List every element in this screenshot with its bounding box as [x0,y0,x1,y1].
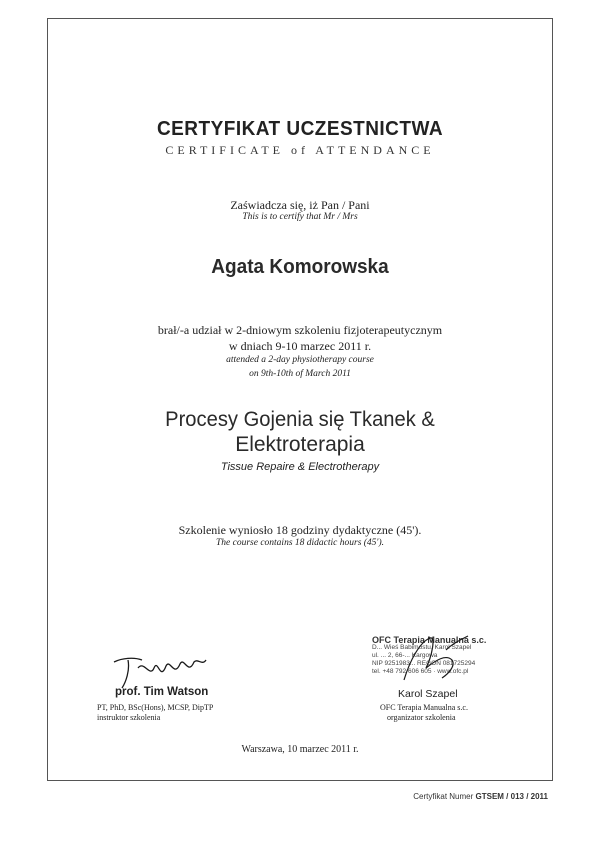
participation-pl-line2: w dniach 9-10 marzec 2011 r. [228,339,372,353]
instructor-name: prof. Tim Watson [115,686,209,698]
certify-text-pl: Zaświadcza się, iż Pan / Pani [230,198,370,212]
stamp-line: tel. +48 792 606 605 · www.ofc.pl [372,668,469,675]
stamp-line: NIP 9251983... REGON 081725294 [372,660,476,667]
certificate-subtitle: CERTIFICATE of ATTENDANCE [165,143,435,157]
stamp-line: D... Wieś Babimostu, Karol Szapel [372,644,472,651]
certificate-number-label: Certyfikat Numer [413,792,474,801]
stamp-title: OFC Terapia Manualna s.c. [372,635,487,645]
course-title-line1: Procesy Gojenia się Tkanek & [165,408,435,431]
organizer-company: OFC Terapia Manualna s.c. [380,703,468,712]
organizer-role: organizator szkolenia [387,713,456,722]
instructor-role: instruktor szkolenia [97,713,161,722]
place-and-date: Warszawa, 10 marzec 2011 r. [241,744,359,755]
course-title-line2: Elektroterapia [235,433,365,456]
hours-text-en: The course contains 18 didactic hours (45'). [216,538,384,548]
course-title-en: Tissue Repaire & Electrotherapy [220,461,380,473]
organizer-name: Karol Szapel [398,688,458,700]
certificate-number [413,792,548,801]
certificate-number-value: GTSEM / 013 / 2011 [475,792,548,801]
participation-pl-line1: brał/-a udział w 2-dniowym szkoleniu fizjoterapeutycznym [157,323,443,337]
participation-en-line1: attended a 2-day physiotherapy course [226,355,374,365]
participant-name: Agata Komorowska [211,256,389,278]
certificate-title: CERTYFIKAT UCZESTNICTWA [156,118,444,140]
hours-text-pl: Szkolenie wyniosło 18 godziny dydaktyczne (45'). [178,523,422,537]
stamp-line: ul. ... 2, 66-... Kargowa [372,652,438,659]
organizer-signature [396,630,476,690]
participation-en-line2: on 9th-10th of March 2011 [249,369,351,379]
certify-text-en: This is to certify that Mr / Mrs [242,212,358,222]
instructor-credentials: PT, PhD, BSc(Hons), MCSP, DipTP [97,703,214,712]
